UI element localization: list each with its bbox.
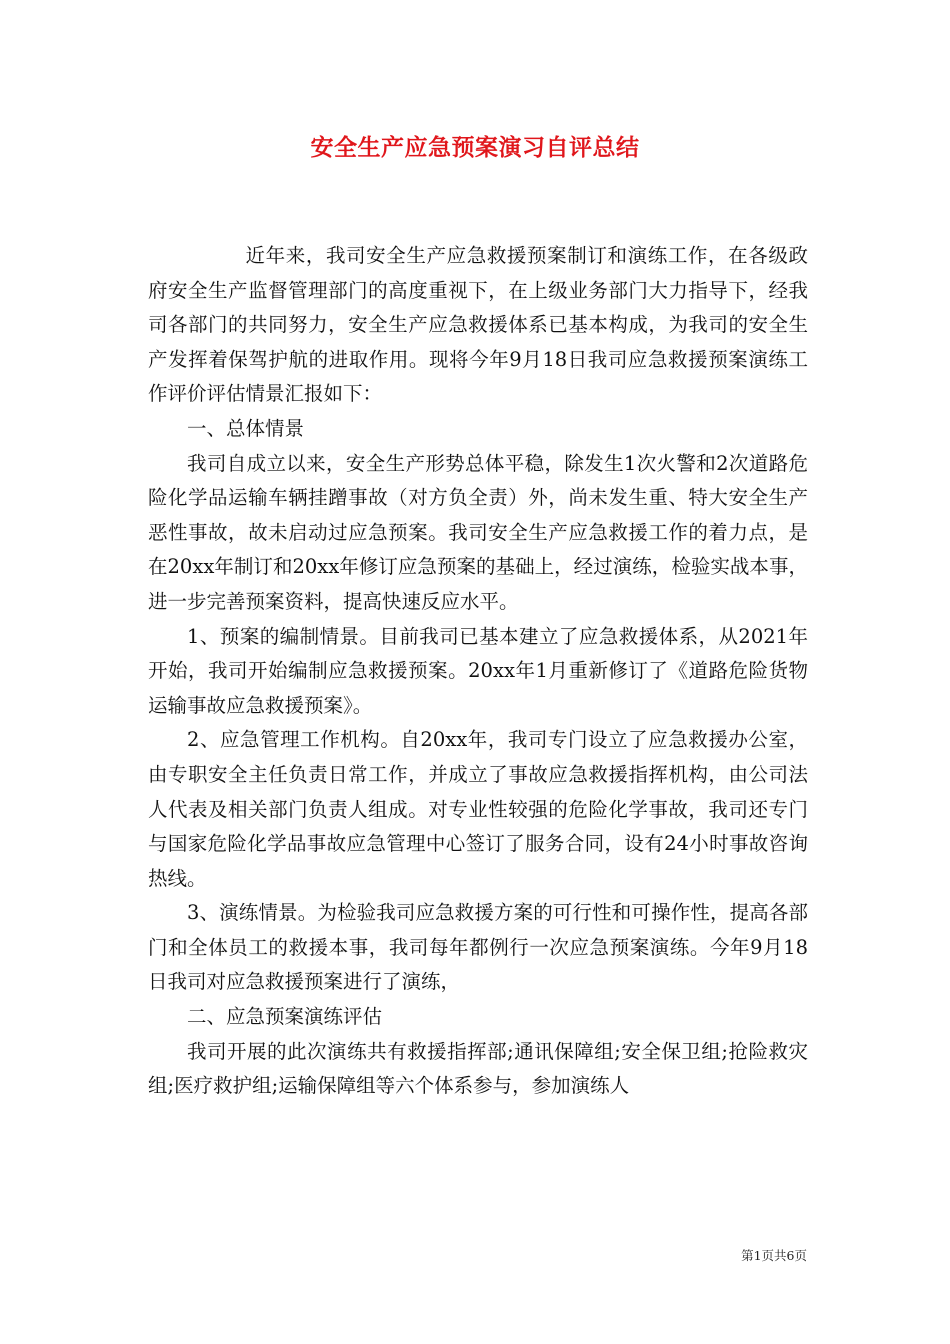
paragraph-drill-situation: 3、演练情景。为检验我司应急救援方案的可行性和可操作性，提高各部门和全体员工的救援本事，我司每年都例行一次应急预案演练。今年9月18日我司对应急救援预案进行了演练， — [148, 901, 808, 994]
page-number: 第1页共6页 — [741, 1248, 807, 1263]
paragraph-plan-preparation: 1、预案的编制情景。目前我司已基本建立了应急救援体系，从2021年开始，我司开始编制应急救援预案。20xx年1月重新修订了《道路危险货物运输事故应急救援预案》。 — [148, 624, 808, 717]
document-body — [148, 239, 808, 1104]
paragraph-intro: 近年来，我司安全生产应急救援预案制订和演练工作，在各级政府安全生产监督管理部门的高度重视下，在上级业务部门大力指导下，经我司各部门的共同努力，安全生产应急救援体系已基本构成，为我司的安全生产发挥着保驾护航的进取作用。现将今年9月18日我司应急救援预案演练工作评价评估情景汇报如下： — [148, 244, 808, 406]
document-title: 安全生产应急预案演习自评总结 — [310, 134, 640, 161]
section-heading-overview: 一、总体情景 — [187, 416, 305, 440]
paragraph-overview: 我司自成立以来，安全生产形势总体平稳，除发生1次火警和2次道路危险化学品运输车辆挂蹭事故（对方负全责）外，尚未发生重、特大安全生产恶性事故，故未启动过应急预案。我司安全生产应急救援工作的着力点，是在20xx年制订和20xx年修订应急预案的基础上，经过演练，检验实战本事，进一步完善预案资料，提高快速反应水平。 — [148, 451, 808, 613]
paragraph-management-agency: 2、应急管理工作机构。自20xx年，我司专门设立了应急救援办公室，由专职安全主任负责日常工作，并成立了事故应急救援指挥机构，由公司法人代表及相关部门负责人组成。对专业性较强的危险化学事故，我司还专门与国家危险化学品事故应急管理中心签订了服务合同，设有24小时事故咨询热线。 — [148, 728, 808, 890]
paragraph-evaluation: 我司开展的此次演练共有救援指挥部;通讯保障组;安全保卫组;抢险救灾组;医疗救护组;运输保障组等六个体系参与，参加演练人 — [148, 1039, 808, 1098]
section-heading-evaluation: 二、应急预案演练评估 — [187, 1005, 383, 1029]
